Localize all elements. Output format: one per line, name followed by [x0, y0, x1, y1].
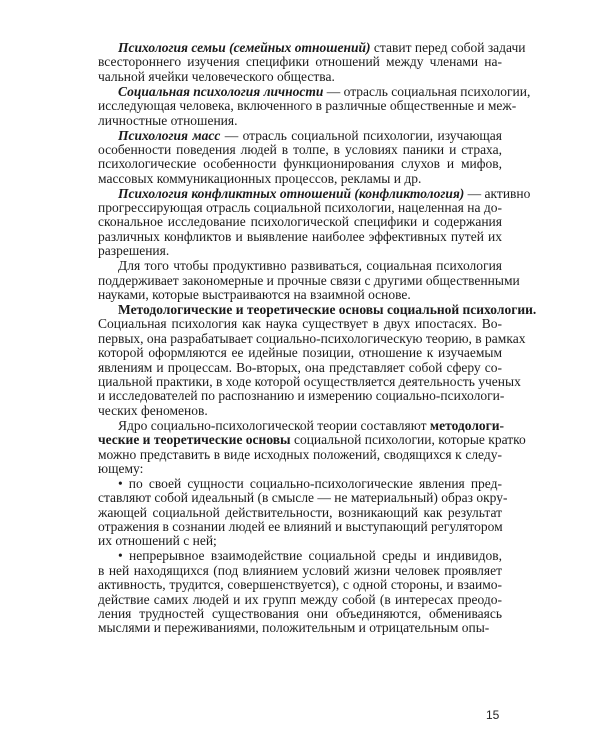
text-line	[98, 83, 531, 99]
text-segment: можно представить в виде исходных положений, сводящихся к следу-	[98, 446, 502, 462]
text-segment: ческих феноменов.	[98, 402, 208, 418]
text-segment: которой оформляются ее идейные позиции, отношение к изучаемым	[98, 345, 502, 361]
text-segment: • непрерывное взаимодействие социальной среды и индивидов,	[118, 548, 502, 564]
emphasized-term: Психология масс	[118, 127, 221, 143]
text-line	[98, 143, 502, 157]
text-segment: явлениям и процессам. Во-вторых, она представляет собой сферу со-	[98, 359, 502, 375]
text-line	[98, 98, 517, 114]
text-line	[98, 462, 502, 476]
text-segment: • по своей сущности социально-психологические явления пред-	[118, 475, 502, 491]
text-line	[98, 272, 520, 288]
text-line	[98, 330, 526, 346]
text-line	[98, 302, 537, 317]
paragraph	[98, 258, 520, 303]
text-line	[98, 404, 502, 418]
paragraph	[98, 302, 537, 418]
page-number: 15	[486, 708, 500, 722]
text-segment: жающей социальной действительности, возникающий как результат	[98, 504, 502, 520]
text-segment: особенности поведения людей в толпе, в условиях паники и страха,	[98, 141, 502, 157]
text-segment: массовых коммуникационных процессов, рекламы и др.	[98, 170, 422, 186]
text-line	[98, 373, 521, 389]
text-line	[98, 230, 502, 244]
text-line	[98, 244, 502, 258]
text-segment: их отношений с ней;	[98, 533, 217, 549]
text-segment: — отрасль социальной психологии, изучающая	[220, 127, 502, 143]
text-line	[98, 346, 502, 360]
emphasized-term: методологи-	[429, 417, 505, 433]
text-line	[98, 114, 502, 128]
text-line	[98, 506, 502, 520]
text-segment: и исследователей по распознанию и измерению социально-психологи-	[98, 388, 505, 404]
text-line	[98, 564, 502, 578]
paragraph	[98, 129, 502, 187]
text-segment: отражения в сознании людей ее влияний и выступающий регулятором	[98, 519, 503, 535]
text-line	[98, 490, 508, 506]
text-line	[98, 448, 502, 462]
text-segment: мыслями и переживаниями, положительным и отрицательным опы-	[98, 620, 490, 636]
text-line	[98, 317, 502, 331]
text-line	[98, 361, 502, 375]
paragraph	[98, 549, 502, 635]
text-line	[98, 172, 502, 186]
text-segment: ставит перед собой задачи	[370, 40, 526, 55]
text-segment: разрешения.	[98, 243, 170, 259]
text-segment: психологические особенности функционирования слухов и мифов,	[98, 156, 502, 172]
text-line	[98, 185, 531, 201]
text-segment: ления трудностей существования они объединяются, обмениваясь	[98, 605, 502, 621]
text-segment: прогрессирующая отрасль социальной психологии, нацеленная на до-	[98, 200, 502, 216]
text-line	[98, 388, 505, 404]
text-line	[98, 288, 502, 302]
text-line	[98, 259, 502, 273]
text-line	[98, 55, 502, 69]
text-line	[98, 534, 502, 548]
paragraph	[98, 475, 508, 549]
text-line	[98, 477, 502, 491]
text-segment: различных конфликтов и выявление наиболее эффективных путей их	[98, 228, 502, 244]
text-segment: циальной практики, в ходе которой осуществляется деятельность ученых	[98, 373, 521, 389]
text-segment: социальной психологии, которые кратко	[290, 432, 526, 448]
text-segment: личностные отношения.	[98, 112, 238, 128]
text-segment: исследующая человека, включенного в различные общественные и меж-	[98, 98, 517, 114]
text-segment: действие самих людей и их групп между собой (в интересах преодо-	[98, 591, 502, 607]
text-segment: ставляют собой идеальный (в смысле — не материальный) образ окру-	[98, 490, 508, 506]
emphasized-term: Психология конфликтных отношений (конфликтология)	[118, 185, 465, 201]
text-line	[98, 70, 502, 84]
text-line	[98, 621, 502, 635]
text-segment: Для того чтобы продуктивно развиваться, социальная психология	[118, 258, 502, 274]
text-segment: всестороннего изучения специфики отношений между членами на-	[98, 54, 502, 70]
paragraph	[98, 83, 531, 128]
text-line	[98, 417, 505, 433]
text-segment: в ней находящихся (под влиянием условий жизни человек проявляет	[98, 562, 502, 578]
text-segment: Ядро социально-психологической теории составляют	[118, 417, 430, 433]
text-segment: науками, которые выстраиваются на взаимной основе.	[98, 287, 411, 303]
text-segment: Социальная психология как наука существует в двух ипостасях. Во-	[98, 316, 502, 332]
text-line	[98, 157, 502, 171]
text-line	[98, 215, 502, 229]
text-segment: — отрасль социальная психологии,	[323, 83, 531, 99]
text-line	[98, 549, 502, 563]
text-line	[98, 607, 502, 621]
text-line	[98, 578, 502, 592]
emphasized-term: Методологические и теоретические основы социальной психологии.	[118, 302, 537, 317]
text-line	[98, 432, 526, 448]
text-segment: чальной ячейки человеческого общества.	[98, 68, 335, 84]
emphasized-term: Психология семьи (семейных отношений)	[118, 40, 371, 55]
text-line	[98, 593, 502, 607]
text-segment: первых, она разрабатывает социально-психологическую теорию, в рамках	[98, 330, 526, 346]
text-column	[98, 40, 537, 636]
text-segment: скональное исследование психологической специфики и содержания	[98, 214, 502, 230]
paragraph	[98, 185, 531, 259]
text-line	[98, 129, 502, 143]
paragraph	[98, 417, 526, 477]
text-line	[98, 40, 526, 55]
emphasized-term: ческие и теоретические основы	[98, 432, 291, 448]
text-segment: активность, трудится, совершенствуется), с одной стороны, и взаимо-	[98, 577, 502, 593]
text-segment: поддерживает закономерные и прочные связи с другими общественными	[98, 272, 520, 288]
paragraph	[98, 40, 526, 84]
text-line	[98, 201, 502, 215]
text-segment: — активно	[464, 185, 531, 201]
text-segment: ющему:	[98, 460, 144, 476]
emphasized-term: Социальная психология личности	[118, 83, 324, 99]
text-line	[98, 520, 502, 534]
